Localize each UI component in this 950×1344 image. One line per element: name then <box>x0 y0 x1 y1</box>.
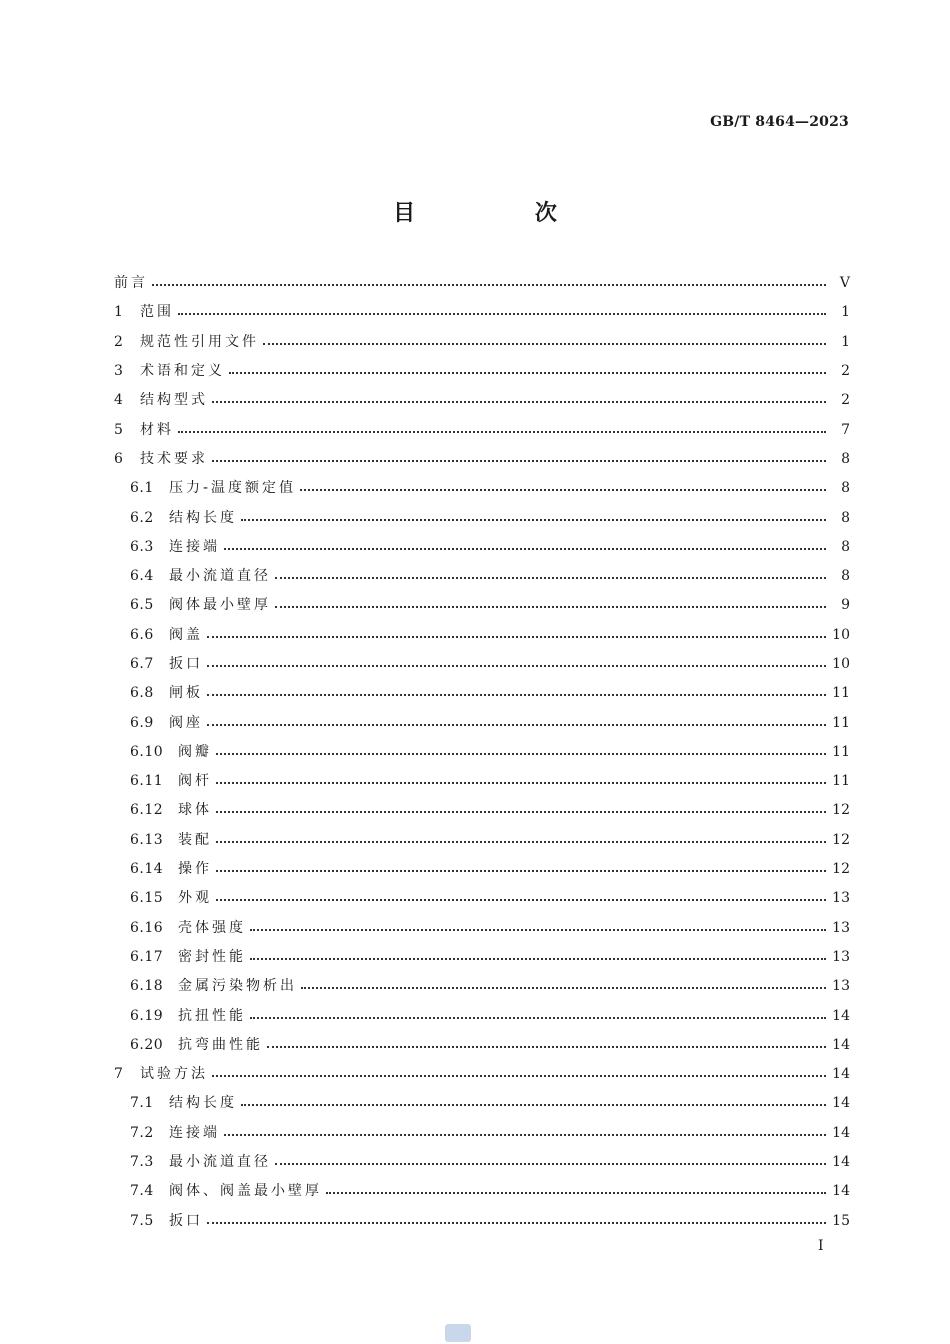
toc-dot-leader <box>241 504 826 533</box>
toc-entry-number: 6.18 <box>130 978 164 995</box>
toc-dot-leader <box>216 738 826 767</box>
toc-entry-number: 6.3 <box>130 538 154 555</box>
toc-dot-leader <box>250 1002 826 1031</box>
page-title: 目 次 <box>393 201 613 226</box>
toc-entry-number: 6.5 <box>130 597 154 614</box>
toc-entry-number: 6.19 <box>130 1007 164 1024</box>
toc-dot-leader <box>207 621 826 650</box>
toc-entry-page: 7 <box>841 421 850 438</box>
toc-entry-number: 7.2 <box>130 1124 154 1141</box>
toc-entry[interactable] <box>114 1148 850 1177</box>
toc-entry-label: 连接端 <box>169 1124 220 1141</box>
toc-dot-leader <box>152 269 826 298</box>
toc-entry-number: 7.5 <box>130 1212 154 1229</box>
toc-entry-label: 球体 <box>178 802 212 819</box>
toc-entry-label: 抗弯曲性能 <box>178 1036 263 1053</box>
toc-entry-number: 6.7 <box>130 656 154 672</box>
toc-entry-page: 13 <box>832 978 850 995</box>
toc-entry-page: 14 <box>832 1095 850 1112</box>
toc-entry-number: 6.11 <box>130 773 164 790</box>
toc-entry-label: 抗扭性能 <box>178 1007 246 1024</box>
toc-entry-page: 14 <box>832 1154 850 1171</box>
toc-entry-page: 10 <box>832 626 850 643</box>
toc-entry-number: 6.14 <box>130 861 164 878</box>
toc-entry-label: 结构长度 <box>169 509 237 526</box>
toc-entry-page: 13 <box>832 890 850 907</box>
toc-dot-leader <box>212 386 826 415</box>
toc-dot-leader <box>224 533 826 562</box>
toc-entry-page: 14 <box>832 1036 850 1053</box>
toc-entry[interactable] <box>114 269 850 298</box>
toc-dot-leader <box>275 1148 826 1177</box>
toc-entry-label: 扳口 <box>169 656 203 672</box>
toc-entry-label: 阀座 <box>169 714 203 731</box>
toc-entry[interactable] <box>114 357 850 386</box>
toc-entry-label: 范围 <box>140 304 174 321</box>
toc-entry-label: 闸板 <box>169 685 203 702</box>
toc-entry-number: 6.8 <box>130 685 154 702</box>
toc-entry[interactable] <box>114 972 850 1001</box>
toc-entry-page: 11 <box>832 773 850 790</box>
toc-entry[interactable] <box>114 533 850 562</box>
toc-entry[interactable] <box>114 679 850 708</box>
toc-dot-leader <box>241 1089 826 1118</box>
toc-entry-number: 6.20 <box>130 1036 164 1053</box>
toc-entry-page: 8 <box>841 538 850 555</box>
toc-entry-page: V <box>839 275 850 292</box>
toc-entry-number: 6.4 <box>130 568 154 585</box>
toc-dot-leader <box>250 943 826 972</box>
page-number: I <box>818 1238 824 1254</box>
toc-entry[interactable] <box>114 650 850 679</box>
toc-entry-number: 4 <box>114 392 124 409</box>
toc-entry[interactable] <box>114 1031 850 1060</box>
toc-entry-page: 13 <box>832 948 850 965</box>
toc-dot-leader <box>212 445 826 474</box>
toc-dot-leader <box>326 1177 826 1206</box>
toc-entry[interactable] <box>114 328 850 357</box>
toc-entry-page: 12 <box>832 831 850 848</box>
toc-dot-leader <box>224 1119 826 1148</box>
toc-entry-page: 2 <box>841 392 850 409</box>
toc-dot-leader <box>301 972 826 1001</box>
toc-dot-leader <box>216 826 826 855</box>
toc-entry-page: 1 <box>841 333 850 350</box>
toc-dot-leader <box>267 1031 826 1060</box>
toc-entry[interactable] <box>114 738 850 767</box>
toc-entry[interactable] <box>114 855 850 884</box>
toc-entry-label: 最小流道直径 <box>169 568 271 585</box>
toc-entry[interactable] <box>114 826 850 855</box>
toc-entry-label: 前言 <box>114 275 148 292</box>
toc-entry-label: 结构型式 <box>140 392 208 409</box>
toc-entry-label: 外观 <box>178 890 212 907</box>
toc-entry-page: 1 <box>841 304 850 321</box>
toc-entry-number: 6.12 <box>130 802 164 819</box>
toc-dot-leader <box>229 357 826 386</box>
toc-entry[interactable] <box>114 445 850 474</box>
toc-dot-leader <box>216 884 826 913</box>
toc-entry[interactable] <box>114 562 850 591</box>
toc-entry-page: 8 <box>841 568 850 585</box>
toc-entry[interactable] <box>114 796 850 825</box>
toc-dot-leader <box>212 1060 826 1089</box>
toc-dot-leader <box>178 416 826 445</box>
toc-entry[interactable] <box>114 767 850 796</box>
toc-entry-number: 6.13 <box>130 831 164 848</box>
toc-entry[interactable] <box>114 591 850 620</box>
toc-entry-page: 14 <box>832 1007 850 1024</box>
toc-entry-page: 14 <box>832 1124 850 1141</box>
toc-entry-page: 12 <box>832 802 850 819</box>
toc-dot-leader <box>250 914 826 943</box>
toc-entry[interactable] <box>114 621 850 650</box>
toc-dot-leader <box>207 650 826 679</box>
toc-entry-number: 6.2 <box>130 509 154 526</box>
toc-entry-number: 2 <box>114 333 124 350</box>
toc-entry-label: 密封性能 <box>178 948 246 965</box>
toc-entry-number: 6 <box>114 450 124 467</box>
toc-entry-page: 11 <box>832 743 850 760</box>
toc-entry[interactable] <box>114 914 850 943</box>
toc-entry-label: 阀盖 <box>169 626 203 643</box>
toc-entry[interactable] <box>114 386 850 415</box>
toc-entry-page: 9 <box>841 597 850 614</box>
toc-entry-number: 6.10 <box>130 743 164 760</box>
toc-entry-page: 15 <box>832 1212 850 1229</box>
toc-entry-page: 11 <box>832 714 850 731</box>
toc-entry[interactable] <box>114 415 850 444</box>
toc-entry[interactable] <box>114 1119 850 1148</box>
toc-entry[interactable] <box>114 884 850 913</box>
toc-entry-label: 扳口 <box>169 1212 203 1229</box>
toc-entry-number: 6.16 <box>130 919 164 936</box>
toc-dot-leader <box>275 562 826 591</box>
toc-entry-label: 最小流道直径 <box>169 1154 271 1171</box>
table-of-contents <box>114 269 850 1236</box>
toc-entry-number: 3 <box>114 363 124 380</box>
toc-dot-leader <box>263 328 826 357</box>
publisher-watermark-icon <box>444 1322 472 1344</box>
toc-entry-label: 金属污染物析出 <box>178 978 297 995</box>
toc-entry-number: 6.17 <box>130 948 164 965</box>
toc-entry-label: 试验方法 <box>140 1066 208 1083</box>
toc-dot-leader <box>216 796 826 825</box>
toc-entry-number: 6.6 <box>130 626 154 643</box>
toc-entry-label: 阀体最小壁厚 <box>169 597 271 614</box>
toc-entry-label: 壳体强度 <box>178 919 246 936</box>
toc-dot-leader <box>207 1207 826 1236</box>
toc-entry-page: 8 <box>841 509 850 526</box>
toc-entry-label: 操作 <box>178 861 212 878</box>
toc-entry-number: 7 <box>114 1066 124 1083</box>
toc-dot-leader <box>275 591 826 620</box>
toc-entry-label: 装配 <box>178 831 212 848</box>
toc-entry-number: 1 <box>114 304 124 321</box>
toc-entry[interactable] <box>114 298 850 327</box>
toc-entry-label: 技术要求 <box>140 450 208 467</box>
toc-entry-number: 7.3 <box>130 1154 154 1171</box>
toc-entry[interactable] <box>114 1089 850 1118</box>
toc-dot-leader <box>216 767 826 796</box>
toc-entry[interactable] <box>114 474 850 503</box>
toc-entry-label: 压力-温度额定值 <box>169 480 297 497</box>
toc-entry-page: 14 <box>832 1066 850 1083</box>
toc-entry-page: 8 <box>841 480 850 497</box>
toc-entry-page: 10 <box>832 656 850 672</box>
toc-entry-number: 6.1 <box>130 480 154 497</box>
toc-entry-label: 连接端 <box>169 538 220 555</box>
toc-entry-page: 13 <box>832 919 850 936</box>
toc-dot-leader <box>178 298 826 327</box>
toc-entry-number: 7.1 <box>130 1095 154 1112</box>
toc-entry[interactable] <box>114 1060 850 1089</box>
toc-dot-leader <box>216 855 826 884</box>
toc-dot-leader <box>300 474 826 503</box>
toc-entry-label: 材料 <box>140 421 174 438</box>
toc-dot-leader <box>207 679 826 708</box>
toc-entry[interactable] <box>114 1001 850 1030</box>
toc-entry-label: 阀体、阀盖最小壁厚 <box>169 1183 322 1200</box>
toc-entry[interactable] <box>114 1207 850 1236</box>
toc-entry-number: 5 <box>114 421 124 438</box>
toc-entry-page: 14 <box>832 1183 850 1200</box>
toc-entry-page: 2 <box>841 363 850 380</box>
toc-entry[interactable] <box>114 1177 850 1206</box>
toc-entry-page: 12 <box>832 861 850 878</box>
toc-entry-label: 阀瓣 <box>178 743 212 760</box>
toc-entry[interactable] <box>114 708 850 737</box>
toc-entry-label: 阀杆 <box>178 773 212 790</box>
toc-entry-number: 7.4 <box>130 1183 154 1200</box>
toc-entry-number: 6.15 <box>130 890 164 907</box>
toc-entry-label: 结构长度 <box>169 1095 237 1112</box>
toc-dot-leader <box>207 709 826 738</box>
toc-entry[interactable] <box>114 503 850 532</box>
toc-entry-page: 11 <box>832 685 850 702</box>
toc-entry-page: 8 <box>841 450 850 467</box>
toc-entry-number: 6.9 <box>130 714 154 731</box>
toc-entry[interactable] <box>114 943 850 972</box>
toc-entry-label: 术语和定义 <box>140 363 225 380</box>
toc-entry-label: 规范性引用文件 <box>140 333 259 350</box>
standard-code: GB/T 8464—2023 <box>710 114 849 130</box>
